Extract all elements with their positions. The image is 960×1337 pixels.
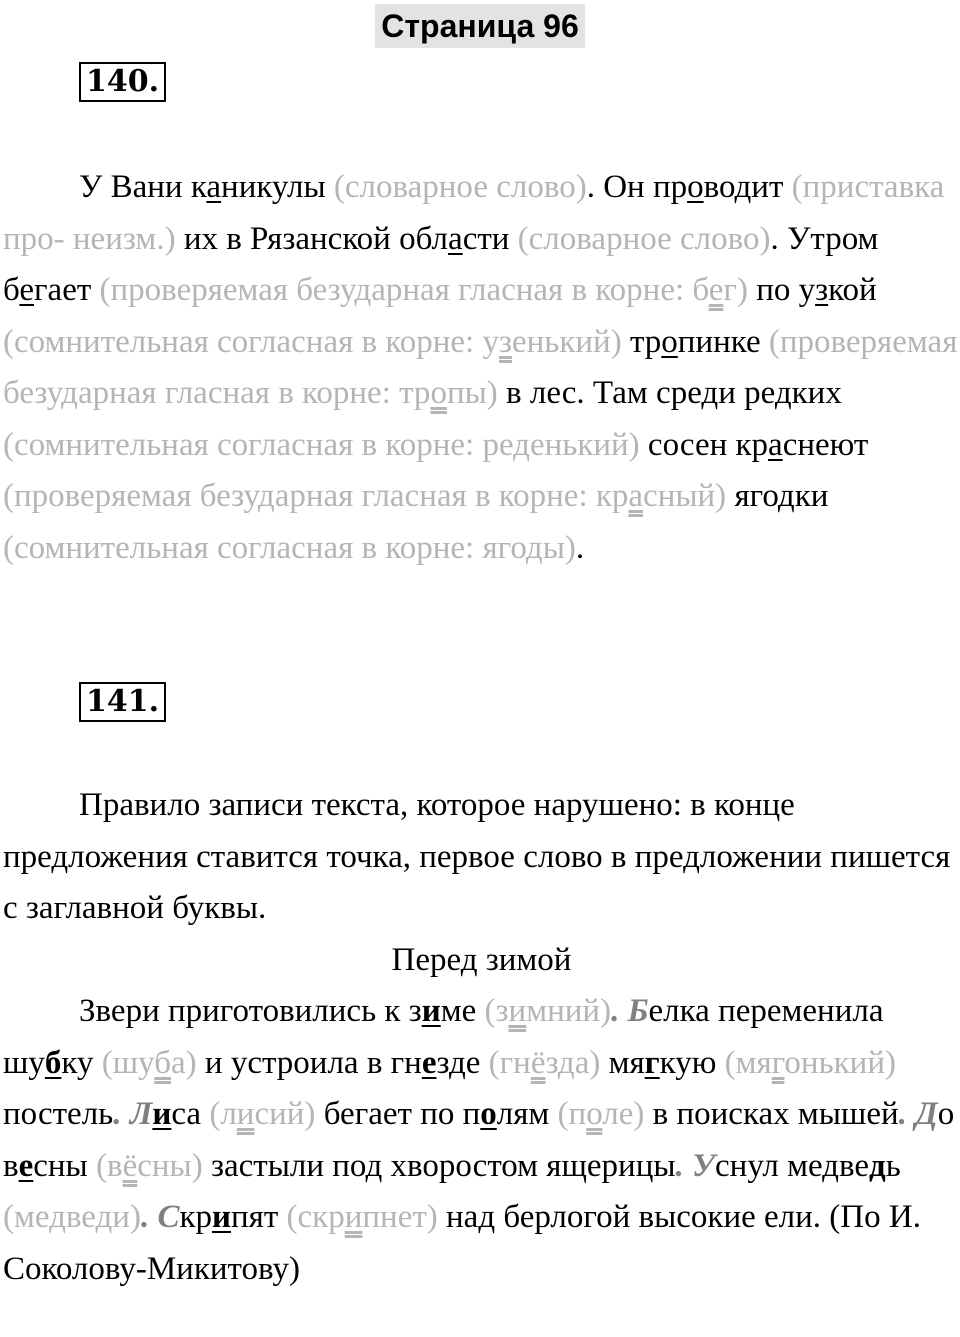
story-paragraph — [3, 986, 960, 1295]
text-run: . Утром б — [3, 220, 879, 308]
exercise-number-140 — [79, 62, 166, 102]
text-run: (сомнительная согласная в корне: яго — [3, 529, 526, 566]
text-run: лям — [496, 1096, 550, 1132]
text-run: . — [113, 1096, 130, 1132]
page-title-label: Страница 96 — [375, 4, 584, 48]
text-run: е — [708, 272, 724, 308]
text-run: д — [777, 478, 795, 514]
text-run: 141 — [86, 684, 149, 719]
exercise-number-141 — [79, 682, 166, 722]
text-run: (шу — [93, 1044, 155, 1081]
text-run: (проверяемая безударная гласная в корне: тр — [3, 323, 958, 411]
text-run: кую — [659, 1044, 717, 1081]
text-run: а — [448, 220, 463, 257]
text-run: б — [154, 1044, 172, 1081]
text-run: о — [480, 1096, 497, 1132]
text-run: и) — [112, 1199, 141, 1235]
text-run: зде — [436, 1044, 481, 1081]
text-run: У — [692, 1147, 716, 1184]
text-run: е — [18, 1147, 34, 1184]
text-run: в лес. Там среди ре — [497, 375, 775, 411]
text-run: над берлогой высокие ели. (По И. Соколову-Микитову) — [3, 1199, 921, 1287]
text-run: (проверяемая безударная гласная в корне: кр — [3, 478, 629, 514]
text-run: водит — [703, 169, 784, 205]
exercise-141-text — [3, 780, 960, 1295]
text-run: С — [157, 1199, 180, 1235]
text-run: . — [898, 1096, 916, 1132]
text-run: (мя — [716, 1044, 772, 1081]
text-run — [783, 169, 791, 205]
text-run: зда) — [545, 1044, 601, 1081]
text-run: никулы — [221, 169, 326, 205]
text-run: сий) — [254, 1096, 316, 1132]
text-run: их в Рязанской обл — [175, 220, 449, 257]
text-run: ку — [61, 1044, 94, 1081]
text-run: У Вани к — [79, 169, 207, 205]
text-run: ё — [122, 1147, 138, 1184]
text-run: о — [586, 1096, 603, 1132]
text-run: и устроила в гн — [196, 1044, 422, 1081]
text-run: а — [206, 169, 222, 205]
text-run: мний) — [526, 993, 612, 1029]
text-run: (скр — [278, 1199, 345, 1235]
text-run: о — [661, 323, 678, 360]
text-run: ле) — [602, 1096, 645, 1132]
text-run: енький) — [529, 426, 640, 463]
text-run: пы) — [446, 375, 498, 411]
text-run: гает — [34, 272, 92, 308]
text-run: (з — [476, 993, 509, 1029]
text-run: з — [498, 323, 512, 360]
text-run: ки — [794, 478, 829, 514]
text-run: (сомнительная согласная в корне: у — [3, 323, 499, 360]
text-run: о в — [3, 1096, 955, 1184]
text-run: (п — [549, 1096, 587, 1132]
text-run: ме — [440, 993, 477, 1029]
text-run: о — [430, 375, 447, 411]
text-run: а — [628, 478, 644, 514]
text-run: (л — [201, 1096, 237, 1132]
text-run: мя — [600, 1044, 645, 1081]
text-run: . — [611, 993, 628, 1029]
text-run: ё — [530, 1044, 546, 1081]
text-run: яго — [726, 478, 778, 514]
text-run: . — [575, 529, 585, 566]
text-run: застыли под хворостом ящерицы — [202, 1147, 676, 1184]
rule-paragraph: Правило записи текста, которое нарушено: в конце предложения ставится точка, первое слово в предложении пишется с заглавной буквы. — [3, 787, 951, 926]
text-run: (в — [87, 1147, 123, 1184]
text-run: Звери приготовились к з — [79, 993, 422, 1029]
text-run: . Он пр — [586, 169, 688, 205]
text-run: сный) — [643, 478, 727, 514]
text-run: (проверяемая безударная гласная в корне: б — [91, 272, 709, 308]
exercise-number-box — [79, 682, 166, 722]
text-run: е — [19, 272, 35, 308]
text-run: сны) — [137, 1147, 203, 1184]
text-run: (сомнительная согласная в корне: ре — [3, 426, 514, 463]
text-run: з — [815, 272, 829, 308]
text-run: пинке — [677, 323, 761, 360]
page-title — [0, 4, 960, 48]
text-run: и — [344, 1199, 363, 1235]
text-run: . — [148, 684, 160, 719]
text-run: и — [212, 1199, 232, 1235]
text-run: Б — [627, 993, 649, 1029]
text-run: г — [771, 1044, 785, 1081]
text-run: а — [768, 426, 783, 463]
text-run: д — [525, 529, 543, 566]
story-title: Перед зимой — [391, 941, 572, 978]
text-run: сти — [462, 220, 510, 257]
text-run: . — [675, 1147, 693, 1184]
text-run: о — [687, 169, 704, 205]
text-run: (словарное слово) — [509, 220, 771, 257]
text-run: снеют — [782, 426, 869, 463]
text-run: (приставка про- неизм.) — [3, 169, 945, 257]
text-run: елка переменила шу — [3, 993, 884, 1081]
exercise-number-box — [79, 62, 166, 102]
text-run: в поисках мышей — [644, 1096, 899, 1132]
text-run: бегает по п — [315, 1096, 481, 1132]
text-run: ы) — [542, 529, 576, 566]
text-run: сны — [33, 1147, 88, 1184]
text-run: по у — [747, 272, 816, 308]
text-run: и — [508, 993, 527, 1029]
text-run: снул медве — [715, 1147, 870, 1184]
text-run: а) — [171, 1044, 197, 1081]
text-run: сосен кр — [639, 426, 769, 463]
text-run: г — [644, 1044, 660, 1081]
text-run: 140 — [86, 64, 149, 99]
text-run: и — [236, 1096, 255, 1132]
text-run: Д — [915, 1096, 938, 1132]
text-run: (гн — [480, 1044, 531, 1081]
text-run: постель — [3, 1096, 114, 1132]
text-run: . — [148, 64, 160, 99]
text-run: Л — [129, 1096, 153, 1132]
text-run: и — [421, 993, 441, 1029]
text-run: са — [171, 1096, 202, 1132]
text-run: енький) — [512, 323, 622, 360]
text-run: ь — [885, 1147, 901, 1184]
text-run: д — [513, 426, 530, 463]
text-run: . — [140, 1199, 158, 1235]
text-run: е — [421, 1044, 437, 1081]
text-run: д — [95, 1199, 113, 1235]
exercise-140-text — [3, 162, 960, 574]
text-run: (медве — [3, 1199, 96, 1235]
text-run: и — [152, 1096, 172, 1132]
text-run: тр — [621, 323, 662, 360]
exercise-140-paragraph — [3, 162, 960, 574]
text-run: д — [774, 375, 792, 411]
text-run: (словарное слово) — [325, 169, 587, 205]
text-run: ких — [791, 375, 842, 411]
text-run: г) — [723, 272, 748, 308]
text-run: пят — [231, 1199, 279, 1235]
text-run: пнет) — [362, 1199, 438, 1235]
text-run: б — [44, 1044, 62, 1081]
text-run: кой — [828, 272, 877, 308]
text-run: онький) — [784, 1044, 896, 1081]
text-run: д — [869, 1147, 886, 1184]
text-run: кр — [179, 1199, 212, 1235]
